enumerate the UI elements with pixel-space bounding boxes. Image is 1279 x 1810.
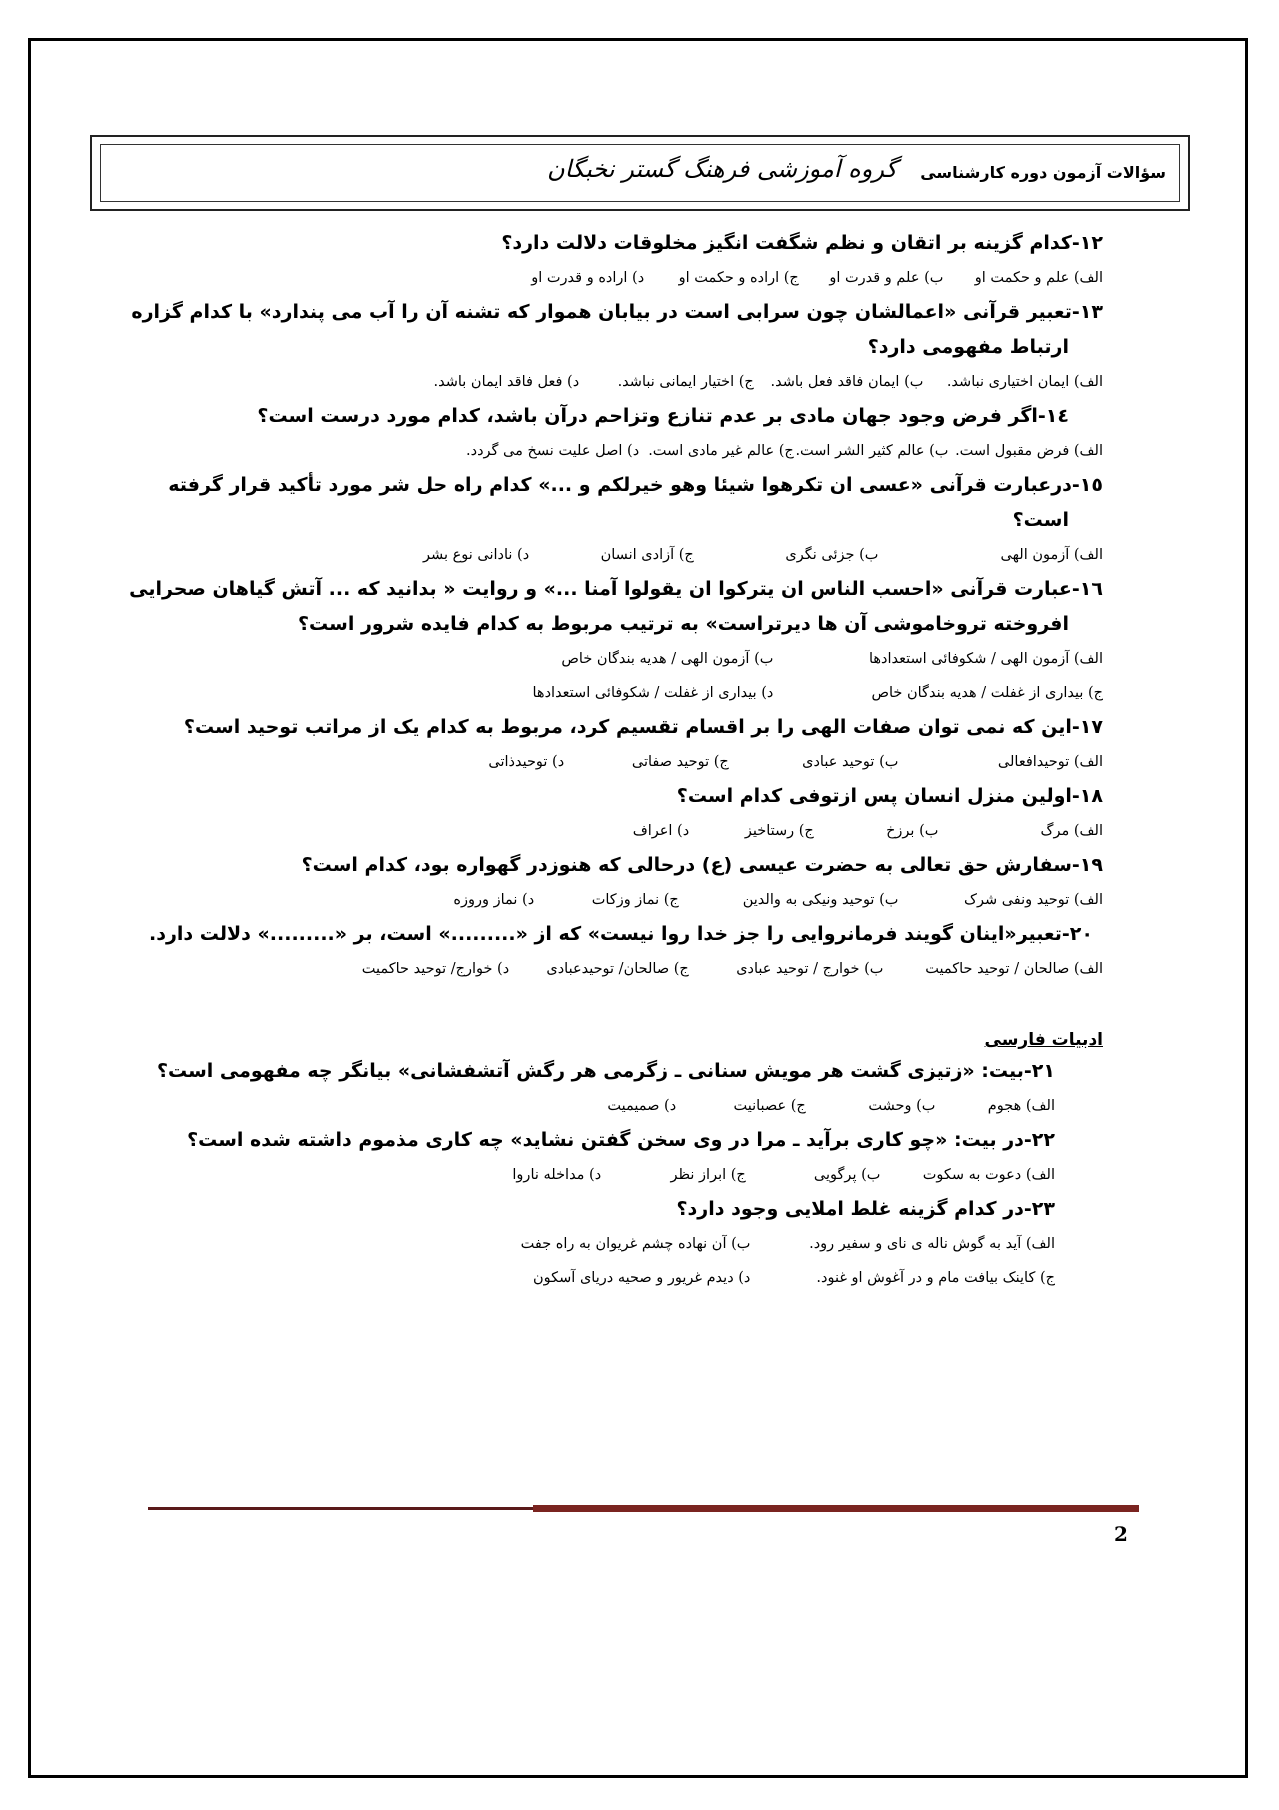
option-d: د) خوارج/ توحید حاکمیت xyxy=(361,961,510,977)
options-row xyxy=(113,814,1103,848)
options-row xyxy=(113,676,1103,710)
question-number: ۲۱ xyxy=(1031,1060,1055,1082)
option-d: د) فعل فاقد ایمان باشد. xyxy=(433,374,580,390)
option-c: ج) اراده و حکمت او xyxy=(678,270,799,286)
option-b: ب) پرگویی xyxy=(813,1167,881,1183)
question-text: تعبیر«اینان گویند فرمانروایی را جز خدا روا نیست» که از «.........» است، بر «.........» دلالت دارد. xyxy=(148,923,1062,945)
question-text-continued: است؟ xyxy=(1012,509,1069,531)
option-d: د) توحیدذاتی xyxy=(488,754,565,770)
option-a: الف) فرض مقبول است. xyxy=(955,443,1103,459)
options-row xyxy=(113,1261,1055,1295)
question-number: ١٥ xyxy=(1079,474,1103,496)
option-b: ب) وحشت xyxy=(868,1098,936,1114)
option-d: د) بیداری از غفلت / شکوفائی استعدادها xyxy=(532,685,774,701)
question-number: ۲۰ xyxy=(1069,923,1093,945)
option-b: ب) توحید عبادی xyxy=(802,754,899,770)
question-number: ۱۸ xyxy=(1079,785,1103,807)
questions-content xyxy=(113,226,1103,1295)
option-d: د) نماز وروزه xyxy=(453,892,535,908)
question-text-continued: افروخته تروخاموشی آن ها دیرتراست» به ترتیب مربوط به کدام فایده شرور است؟ xyxy=(298,613,1069,635)
option-b: ب) علم و قدرت او xyxy=(829,270,944,286)
question-20: ۲۰-تعبیر«اینان گویند فرمانروایی را جز خدا روا نیست» که از «.........» است، بر «.........» دلالت دارد. الف) صالحان / توحید حاکمیت ب) خوارج / توحید عبادی ج) صالحان/ توحیدعبادی د) خوارج/ توحید حاکمیت xyxy=(113,917,1103,986)
options-row xyxy=(113,1227,1055,1261)
footer-divider-thin xyxy=(148,1507,533,1510)
option-a: الف) آزمون الهی / شکوفائی استعدادها xyxy=(868,651,1103,667)
option-b: ب) توحید ونیکی به والدین xyxy=(742,892,899,908)
option-a: الف) آزمون الهی xyxy=(1000,547,1103,563)
options-row xyxy=(113,642,1103,676)
option-c: ج) عالم غیر مادی است. xyxy=(648,443,794,459)
question-12: ۱۲-کدام گزینه بر اتقان و نظم شگفت انگیز مخلوقات دلالت دارد؟ الف) علم و حکمت او ب) علم و قدرت او ج) اراده و حکمت او د) اراده و قدرت او xyxy=(113,226,1103,295)
question-text: اولین منزل انسان پس ازتوفی کدام است؟ xyxy=(676,785,1072,807)
options-row xyxy=(113,883,1103,917)
question-15: ١٥-درعبارت قرآنی «عسی ان تکرهوا شیئا وهو خیرلکم و ...» کدام راه حل شر مورد تأکید قرار گرفته است؟ الف) آزمون الهی ب) جزئی نگری ج) آزادی انسان د) نادانی نوع بشر xyxy=(113,468,1103,572)
option-c: ج) ابراز نظر xyxy=(670,1167,746,1183)
option-c: ج) آزادی انسان xyxy=(600,547,694,563)
option-b: ب) خوارج / توحید عبادی xyxy=(736,961,884,977)
option-c: ج) اختیار ایمانی نباشد. xyxy=(617,374,754,390)
question-13: ۱۳-تعبیر قرآنی «اعمالشان چون سرابی است در بیابان هموار که تشنه آن را آب می پندارد» با کدام گزاره ارتباط مفهومی دارد؟ الف) ایمان اختیاری نباشد. ب) ایمان فاقد فعل باشد. ج) اختیار ایمانی نباشد. د) فعل فاقد ایمان باشد. xyxy=(113,295,1103,399)
footer-divider-thick xyxy=(533,1505,1139,1512)
question-17: ۱۷-این که نمی توان صفات الهی را بر اقسام تقسیم کرد، مربوط به کدام یک از مراتب توحید است؟ الف) توحیدافعالی ب) توحید عبادی ج) توحید صفاتی د) توحیدذاتی xyxy=(113,710,1103,779)
options-row xyxy=(113,745,1103,779)
option-c: ج) بیداری از غفلت / هدیه بندگان خاص xyxy=(871,685,1103,701)
question-text: اگر فرض وجود جهان مادی بر عدم تنازع وتزاحم درآن باشد، کدام مورد درست است؟ xyxy=(257,405,1038,427)
option-b: ب) برزخ xyxy=(886,823,939,839)
question-text: سفارش حق تعالی به حضرت عیسی (ع) درحالی که هنوزدر گهواره بود، کدام است؟ xyxy=(301,854,1072,876)
option-b: ب) آزمون الهی / هدیه بندگان خاص xyxy=(561,651,774,667)
question-18: ۱۸-اولین منزل انسان پس ازتوفی کدام است؟ الف) مرگ ب) برزخ ج) رستاخیز د) اعراف xyxy=(113,779,1103,848)
option-c: ج) صالحان/ توحیدعبادی xyxy=(546,961,689,977)
option-b: ب) آن نهاده چشم غریوان به راه جفت xyxy=(520,1236,751,1252)
option-a: الف) ایمان اختیاری نباشد. xyxy=(946,374,1103,390)
options-row xyxy=(113,365,1103,399)
question-number: ١٦ xyxy=(1079,578,1103,600)
header-box xyxy=(90,135,1190,211)
question-19: ۱۹-سفارش حق تعالی به حضرت عیسی (ع) درحالی که هنوزدر گهواره بود، کدام است؟ الف) توحید ونفی شرک ب) توحید ونیکی به والدین ج) نماز وزکات د) نماز وروزه xyxy=(113,848,1103,917)
option-c: ج) رستاخیز xyxy=(744,823,814,839)
option-b: ب) جزئی نگری xyxy=(785,547,879,563)
option-d: د) صمیمیت xyxy=(607,1098,677,1114)
option-d: د) مداخله ناروا xyxy=(512,1167,602,1183)
options-row xyxy=(113,1089,1055,1123)
question-number: ۲۳ xyxy=(1031,1198,1055,1220)
question-21: ۲۱-بیت: «زتیزی گشت هر مویش سنانی ـ زگرمی هر رگش آتشفشانی» بیانگر چه مفهومی است؟ الف) هجوم ب) وحشت ج) عصبانیت د) صمیمیت xyxy=(113,1054,1103,1123)
option-a: الف) علم و حکمت او xyxy=(974,270,1103,286)
question-14: ١٤-اگر فرض وجود جهان مادی بر عدم تنازع وتزاحم درآن باشد، کدام مورد درست است؟ الف) فرض مقبول است. ب) عالم کثیر الشر است. ج) عالم غیر مادی است. د) اصل علیت نسخ می گردد. xyxy=(113,399,1103,468)
options-row xyxy=(113,434,1103,468)
option-d: د) اصل علیت نسخ می گردد. xyxy=(466,443,640,459)
question-text: در بیت: «چو کاری برآید ـ مرا در وی سخن گفتن نشاید» چه کاری مذموم داشته شده است؟ xyxy=(187,1129,1024,1151)
option-d: د) دیدم غریور و صحیه دریای آسکون xyxy=(533,1270,751,1286)
question-number: ۱۹ xyxy=(1079,854,1103,876)
options-row xyxy=(113,1158,1055,1192)
option-d: د) نادانی نوع بشر xyxy=(423,547,530,563)
question-text: در کدام گزینه غلط املایی وجود دارد؟ xyxy=(676,1198,1024,1220)
option-b: ب) عالم کثیر الشر است. xyxy=(795,443,949,459)
question-text: تعبیر قرآنی «اعمالشان چون سرابی است در بیابان هموار که تشنه آن را آب می پندارد» با کدام گزاره xyxy=(131,301,1072,323)
header-org-name: گروه آموزشی فرهنگ گستر نخبگان xyxy=(547,155,897,183)
page-number: 2 xyxy=(1114,1522,1128,1546)
question-text: بیت: «زتیزی گشت هر مویش سنانی ـ زگرمی هر رگش آتشفشانی» بیانگر چه مفهومی است؟ xyxy=(156,1060,1024,1082)
question-number: ۱۲ xyxy=(1079,232,1103,254)
option-d: د) اراده و قدرت او xyxy=(531,270,645,286)
option-a: الف) دعوت به سکوت xyxy=(922,1167,1055,1183)
question-text-continued: ارتباط مفهومی دارد؟ xyxy=(867,336,1069,358)
question-number: ١٤ xyxy=(1045,405,1069,427)
question-22: ۲۲-در بیت: «چو کاری برآید ـ مرا در وی سخن گفتن نشاید» چه کاری مذموم داشته شده است؟ الف) دعوت به سکوت ب) پرگویی ج) ابراز نظر د) مداخله ناروا xyxy=(113,1123,1103,1192)
options-row xyxy=(113,538,1103,572)
header-title: سؤالات آزمون دوره کارشناسی xyxy=(920,163,1166,182)
question-16: ١٦-عبارت قرآنی «احسب الناس ان یترکوا ان یقولوا آمنا ...» و روایت « بدانید که ... آتش گیاهان صحرایی افروخته تروخاموشی آن ها دیرتراست» به ترتیب مربوط به کدام فایده شرور است؟ الف) آزمون الهی / شکوفائی استعدادها ب) آزمون الهی / هدیه بندگان خاص ج) بیداری از غفلت / هدیه بندگان خاص د) بیداری از غفلت / شکوفائی استعدادها xyxy=(113,572,1103,710)
question-23: ۲۳-در کدام گزینه غلط املایی وجود دارد؟ الف) آید به گوش ناله ی نای و سفیر رود. ب) آن نهاده چشم غریوان به راه جفت ج) کاینک بیافت مام و در آغوش او غنود. د) دیدم غریور و صحیه دریای آسکون xyxy=(113,1192,1103,1295)
question-number: ۲۲ xyxy=(1031,1129,1055,1151)
option-a: الف) توحیدافعالی xyxy=(997,754,1103,770)
option-b: ب) ایمان فاقد فعل باشد. xyxy=(770,374,924,390)
section-title: ادبیات فارسی xyxy=(984,1030,1103,1050)
question-text: کدام گزینه بر اتقان و نظم شگفت انگیز مخلوقات دلالت دارد؟ xyxy=(501,232,1072,254)
option-a: الف) مرگ xyxy=(1040,823,1103,839)
option-a: الف) توحید ونفی شرک xyxy=(963,892,1103,908)
question-number: ۱۷ xyxy=(1079,716,1103,738)
question-text: عبارت قرآنی «احسب الناس ان یترکوا ان یقولوا آمنا ...» و روایت « بدانید که ... آتش گیاهان صحرایی xyxy=(129,578,1072,600)
option-c: ج) کاینک بیافت مام و در آغوش او غنود. xyxy=(816,1270,1055,1286)
option-a: الف) هجوم xyxy=(987,1098,1055,1114)
question-text: این که نمی توان صفات الهی را بر اقسام تقسیم کرد، مربوط به کدام یک از مراتب توحید است؟ xyxy=(183,716,1072,738)
option-c: ج) توحید صفاتی xyxy=(631,754,729,770)
option-a: الف) آید به گوش ناله ی نای و سفیر رود. xyxy=(809,1236,1055,1252)
option-c: ج) عصبانیت xyxy=(733,1098,806,1114)
option-d: د) اعراف xyxy=(632,823,690,839)
option-a: الف) صالحان / توحید حاکمیت xyxy=(925,961,1103,977)
question-text: درعبارت قرآنی «عسی ان تکرهوا شیئا وهو خیرلکم و ...» کدام راه حل شر مورد تأکید قرار گرفته xyxy=(168,474,1072,496)
options-row xyxy=(113,952,1103,986)
options-row xyxy=(113,261,1103,295)
option-c: ج) نماز وزکات xyxy=(591,892,679,908)
question-number: ۱۳ xyxy=(1079,301,1103,323)
